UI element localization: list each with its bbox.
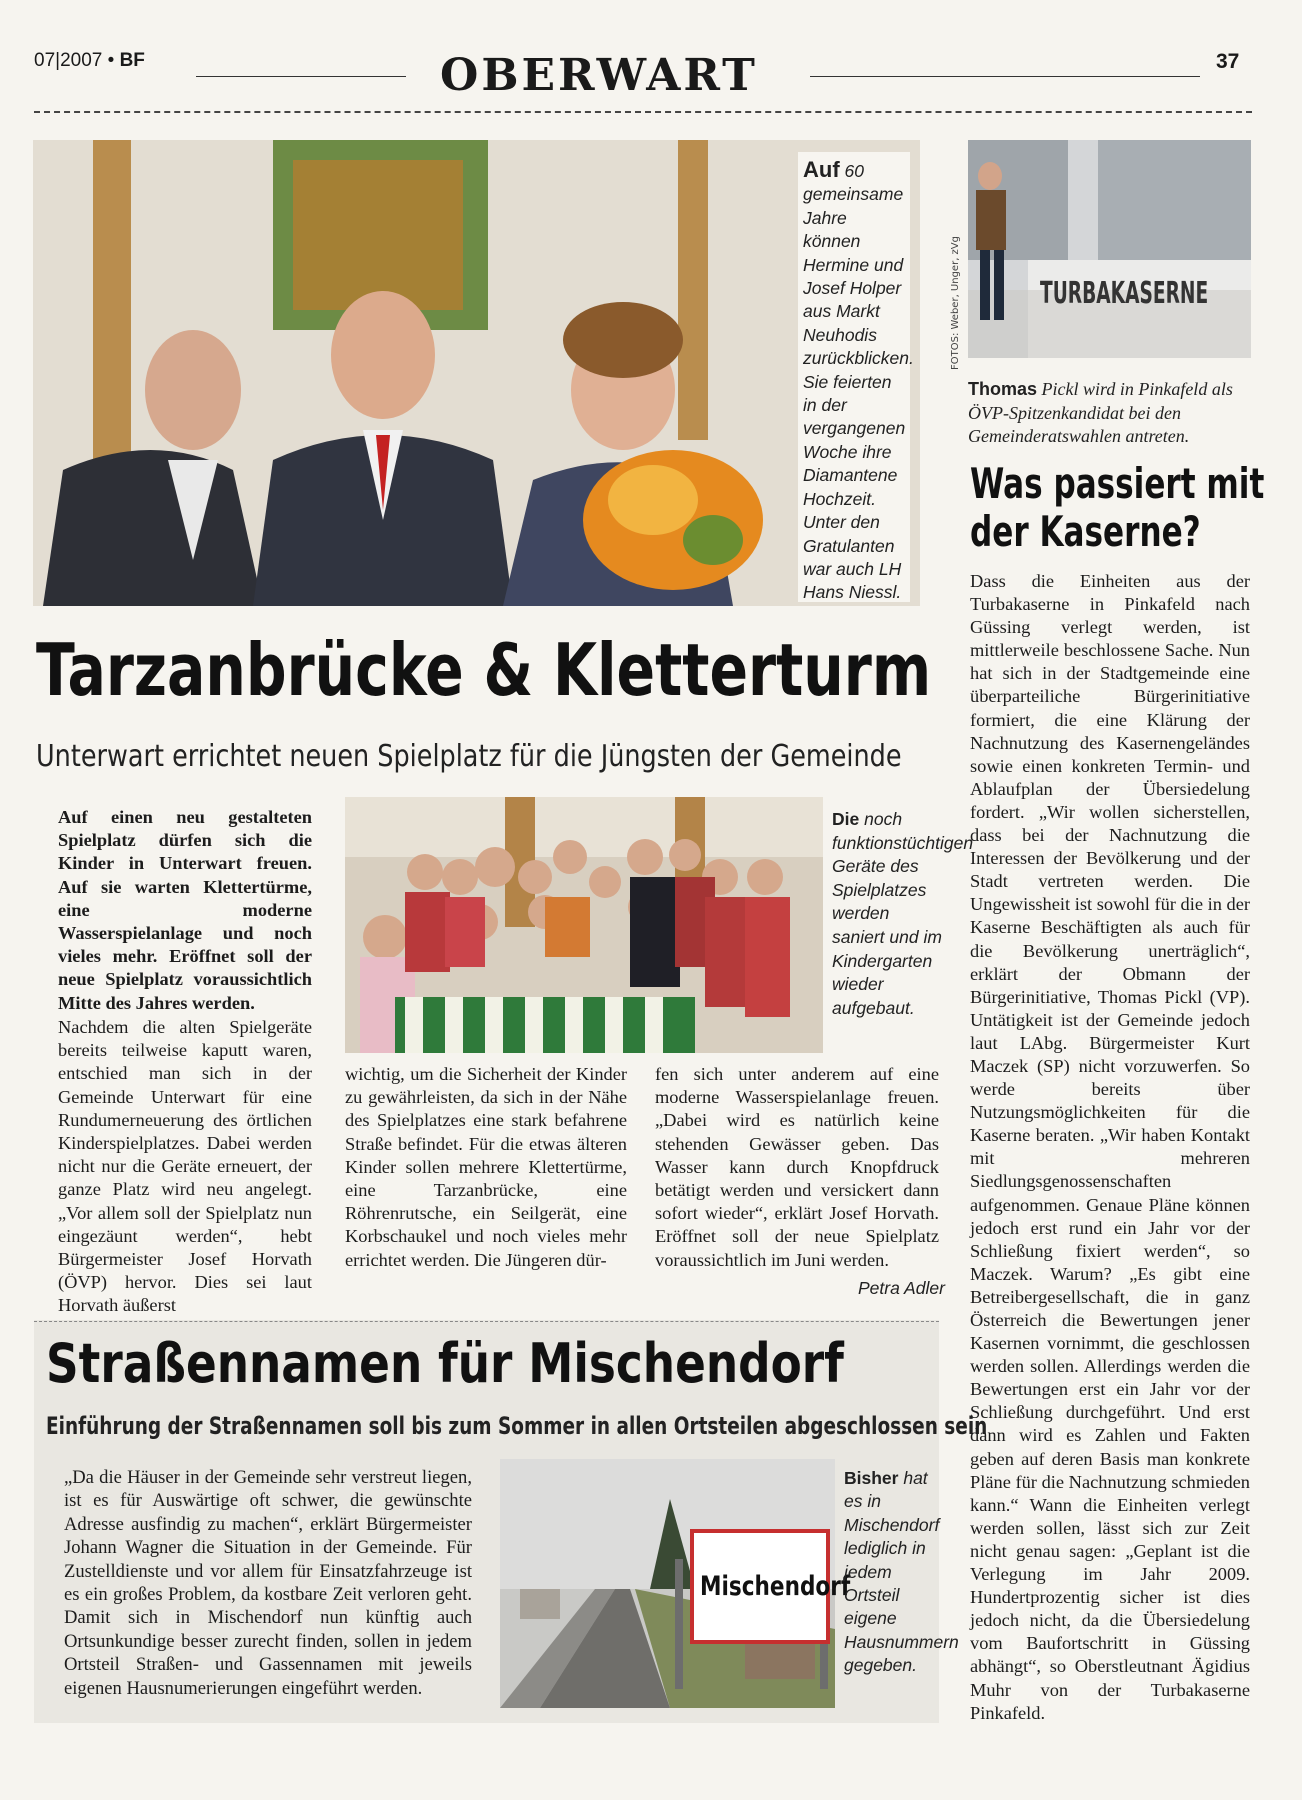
issue-number: 07|2007 bbox=[34, 50, 103, 71]
playground-photo-illustration bbox=[345, 797, 823, 1053]
anniversary-caption-body: 60 gemeinsame Jahre können Hermine und Josef Holper aus Markt Neuhodis zurückblicken. Sie feierten in der vergangenen Woche ihre Diamantene Hochzeit. Unter den Gratulanten war auch LH Hans Niessl. bbox=[803, 161, 914, 603]
main-body-col1: Nachdem die alten Spielgeräte bereits teilweise kaputt waren, entschied man sich in der Gemeinde Unterwart für eine Rundumerneuerung des örtlichen Kinderspielplatzes. Dabei werden nicht nur die Geräte erneuert, der ganze Platz wird neu angelegt. „Vor allem soll der Spielplatz nun eingezäunt werden“, hebt Bürgermeister Josef Horvath (ÖVP) hervor. Dies sei laut Horvath äußerst bbox=[58, 1017, 312, 1316]
playground-caption-body: noch funktionstüchtigen Geräte des Spielplatzes werden saniert und im Kindergarten wieder aufgebaut. bbox=[832, 809, 974, 1018]
mischendorf-caption-body: hat es in Mischendorf lediglich in jedem Ortsteil eigene Hausnummern gegeben. bbox=[844, 1468, 959, 1676]
header-rule-right bbox=[810, 76, 1200, 77]
main-author: Petra Adler bbox=[858, 1278, 945, 1298]
photo-credit: FOTOS: Weber, Unger, zVg bbox=[950, 236, 961, 370]
turbakaserne-sign-text: TURBAKASERNE bbox=[1040, 276, 1209, 311]
mischendorf-photo bbox=[500, 1459, 851, 1708]
sidebar-headline bbox=[970, 460, 1264, 556]
playground-caption bbox=[832, 808, 974, 1020]
issue-header bbox=[34, 50, 145, 72]
section-title: OBERWART bbox=[440, 50, 758, 101]
pickl-caption-body: Pickl wird in Pinkafeld als ÖVP-Spitzenkandidat bei den Gemeinderatswahlen antreten. bbox=[968, 379, 1233, 446]
main-headline: Tarzanbrücke & Kletterturm bbox=[36, 628, 932, 712]
mischendorf-caption-lead: Bisher bbox=[844, 1468, 899, 1488]
anniversary-caption-lead: Auf bbox=[803, 157, 840, 182]
main-body-col2: wichtig, um die Sicherheit der Kinder zu gewährleisten, da sich in der Nähe des Spielplatzes eine stark befahrene Straße befindet. Für die etwas älteren Kinder sollen mehrere Klettertürme, eine Tarzanbrücke, eine Röhrenrutsche, ein Seilgerät, eine Korbschaukel und noch vieles mehr errichtet werden. Die Jüngeren dür- bbox=[345, 1064, 627, 1270]
mischendorf-body: „Da die Häuser in der Gemeinde sehr verstreut liegen, ist es für Auswärtige oft schwer, die gewünschte Adresse ausfindig zu machen“, erklärt Bürgermeister Johann Wagner die Situation in der Gemeinde. Für Zustelldienste und vor allem für Einsatzfahrzeuge ist es ein großes Problem, da kostbare Zeit verloren geht. Damit sich in Mischendorf nun künftig auch Ortsunkundige besser zurecht finden, sollen in jedem Ortsteil Straßen- und Gassennamen mit jeweils eigenen Hausnumerierungen eingeführt werden. bbox=[64, 1467, 472, 1699]
publication-name: BF bbox=[119, 50, 145, 71]
turbakaserne-photo-illustration bbox=[968, 140, 1251, 358]
sidebar-headline-line2: der Kaserne? bbox=[970, 507, 1201, 556]
header-rule-left bbox=[196, 76, 406, 77]
mischendorf-top-divider bbox=[34, 1321, 939, 1322]
anniversary-photo-illustration bbox=[33, 140, 920, 606]
playground-caption-lead: Die bbox=[832, 809, 860, 829]
mischendorf-headline: Straßennamen für Mischendorf bbox=[46, 1332, 844, 1395]
playground-photo bbox=[345, 797, 823, 1053]
main-subheadline: Unterwart errichtet neuen Spielplatz für die Jüngsten der Gemeinde bbox=[36, 739, 902, 774]
pickl-caption-lead: Thomas bbox=[968, 379, 1038, 399]
sidebar-headline-line1: Was passiert mit bbox=[970, 459, 1265, 508]
header-dashed-divider bbox=[34, 111, 1252, 113]
mischendorf-caption bbox=[844, 1467, 959, 1678]
main-lead: Auf einen neu gestalteten Spielplatz dürfen sich die Kinder in Unterwart freuen. Auf sie warten Klettertürme, eine moderne Wasserspielanlage und noch vieles mehr. Eröffnet soll der neue Spielplatz voraussichtlich Mitte des Jahres werden. bbox=[58, 807, 312, 1013]
bullet: • bbox=[107, 50, 120, 71]
anniversary-caption bbox=[803, 157, 914, 605]
mischendorf-sign-text: Mischendorf bbox=[700, 1571, 851, 1602]
mischendorf-subheadline: Einführung der Straßennamen soll bis zum Sommer in allen Ortsteilen abgeschlossen sein bbox=[46, 1412, 988, 1440]
page-number: 37 bbox=[1216, 50, 1240, 73]
turbakaserne-photo bbox=[968, 140, 1251, 358]
anniversary-photo bbox=[33, 140, 920, 606]
main-body-col3: fen sich unter anderem auf eine moderne Wasserspielanlage freuen. „Dabei wird es natürlich keine stehenden Gewässer geben. Das Wasser kann durch Knopfdruck betätigt werden und versickert dann sofort wieder“, erklärt Josef Horvath. Eröffnet soll der neue Spielplatz voraussichtlich im Juni werden. bbox=[655, 1064, 939, 1270]
sidebar-body: Dass die Einheiten aus der Turbakaserne in Pinkafeld nach Güssing verlegt werden, ist mittlerweile beschlossene Sache. Nun hat sich in der Stadtgemeinde eine überparteiliche Bürgerinitiative formiert, die eine Klärung der Nachnutzung des Kasernengeländes sowie einen konkreten Termin- und Ablaufplan der Übersiedelung fordert. „Wir wollen sicherstellen, dass bei der Nachnutzung die Interessen der Bevölkerung und der Stadt vertreten werden. Die Ungewissheit ist sowohl für die in der Kaserne Beschäftigten als auch für die Bevölkerung unerträglich“, erklärt der Obmann der Bürgerinitiative, Thomas Pickl (VP). Untätigkeit ist der Gemeinde jedoch laut LAbg. Bürgermeister Kurt Maczek (SP) nicht vorzuwerfen. So werde bereits über Nutzungsmöglichkeiten für die Kaserne beraten. „Wir haben Kontakt mit mehreren Siedlungsgenossenschaften aufgenommen. Genaue Pläne können jedoch erst rund ein Jahr vor der Schließung fixiert werden“, so Maczek. Warum? „Es gibt eine Betreibergesellschaft, die in ganz Österreich die Bewertungen jener Kasernen vornimmt, die geschlossen werden sollen. Allerdings werden die Bewertungen erst ein Jahr vor der Schließung durchgeführt. Und erst dann wird es Zahlen und Fakten geben auf deren Basis man konkrete Pläne für die Nachnutzung schmieden kann.“ Wann die Einheiten verlegt werden sollen, lässt sich zur Zeit nicht genau sagen: „Geplant ist die Verlegung im Jahr 2009. Hundertprozentig sicher ist dies jedoch nicht, da die Übersiedelung vom Baufortschritt in Güssing abhängt“, so Oberstleutnant Ägidius Muhr von der Turbakaserne Pinkafeld. bbox=[970, 571, 1250, 1723]
pickl-caption bbox=[968, 378, 1250, 449]
